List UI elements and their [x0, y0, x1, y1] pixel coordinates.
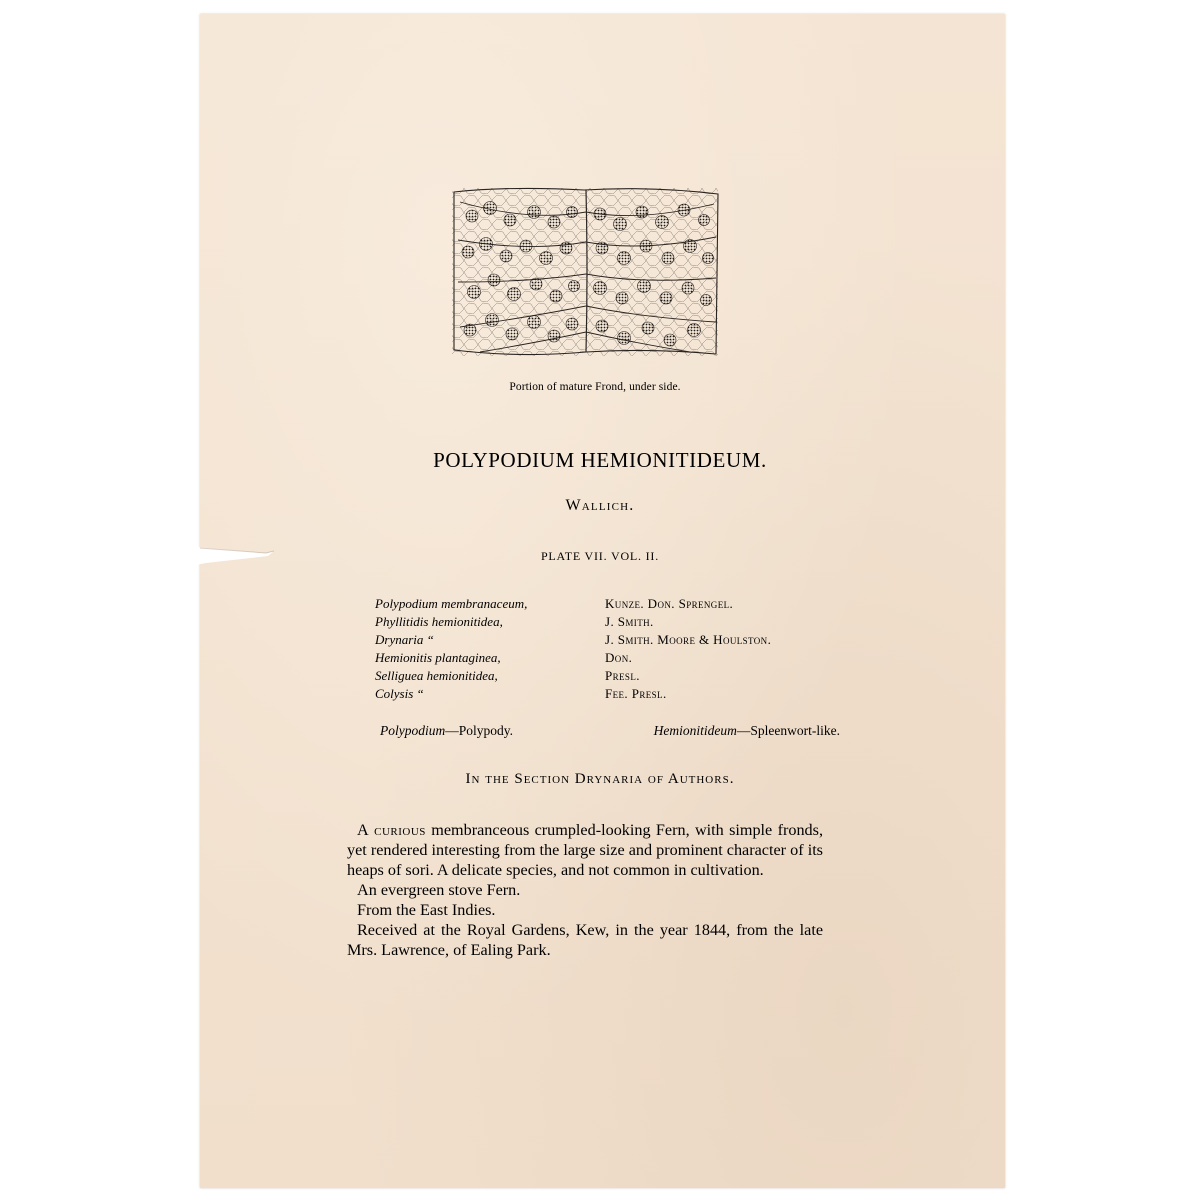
species-latin: Hemionitideum [653, 723, 737, 738]
synonym-authority: Don. [605, 650, 633, 665]
synonym-name: Hemionitis plantaginea, [375, 650, 501, 665]
provenance-paragraph: Received at the Royal Gardens, Kew, in the year 1844, from the late Mrs. Lawrence, of Ealing Park. [347, 921, 823, 959]
plate-reference: PLATE VII. VOL. II. [540, 549, 660, 563]
synonym-authority: Kunze. Don. Sprengel. [605, 596, 734, 611]
synonym-row [375, 631, 845, 649]
origin-line: From the East Indies. [357, 901, 496, 919]
synonym-name: Polypodium membranaceum, [375, 596, 528, 611]
synonym-authority: J. Smith. [605, 614, 654, 629]
genus-etymology [380, 723, 513, 739]
description-body [347, 820, 823, 960]
synonym-name: Selliguea hemionitidea, [375, 668, 498, 683]
species-english: —Spleenwort-like. [736, 723, 840, 738]
genus-english: —Polypody. [445, 723, 514, 738]
torn-edge-notch [196, 547, 276, 567]
synonym-list [375, 595, 845, 703]
frond-illustration [450, 182, 722, 360]
etymology-line [380, 723, 840, 739]
synonym-authority: Fee. Presl. [605, 686, 667, 701]
synonym-name: Drynaria “ [375, 632, 434, 647]
paragraph-text: membranceous crumpled-looking Fern, with simple fronds, yet rendered interesting from the large size and prominent character of its heaps of sori. A delicate species, and not common in cultivation. [347, 821, 823, 879]
synonym-row [375, 595, 845, 613]
synonym-row [375, 667, 845, 685]
paragraph-lead: A curious [357, 821, 426, 839]
description-paragraph [347, 820, 823, 880]
genus-latin: Polypodium [380, 723, 446, 738]
synonym-authority: J. Smith. Moore & Houlston. [605, 632, 772, 647]
synonym-name: Phyllitidis hemionitidea, [375, 614, 503, 629]
species-author: Wallich. [565, 497, 635, 514]
synonym-authority: Presl. [605, 668, 640, 683]
species-title: POLYPODIUM HEMIONITIDEUM. [433, 448, 767, 472]
species-etymology [654, 723, 840, 739]
synonym-name: Colysis “ [375, 686, 424, 701]
synonym-row [375, 613, 845, 631]
habit-line: An evergreen stove Fern. [357, 881, 521, 899]
illustration-caption: Portion of mature Frond, under side. [509, 381, 681, 393]
synonym-row [375, 649, 845, 667]
section-heading: In the Section Drynaria of Authors. [465, 771, 735, 787]
synonym-row [375, 685, 845, 703]
